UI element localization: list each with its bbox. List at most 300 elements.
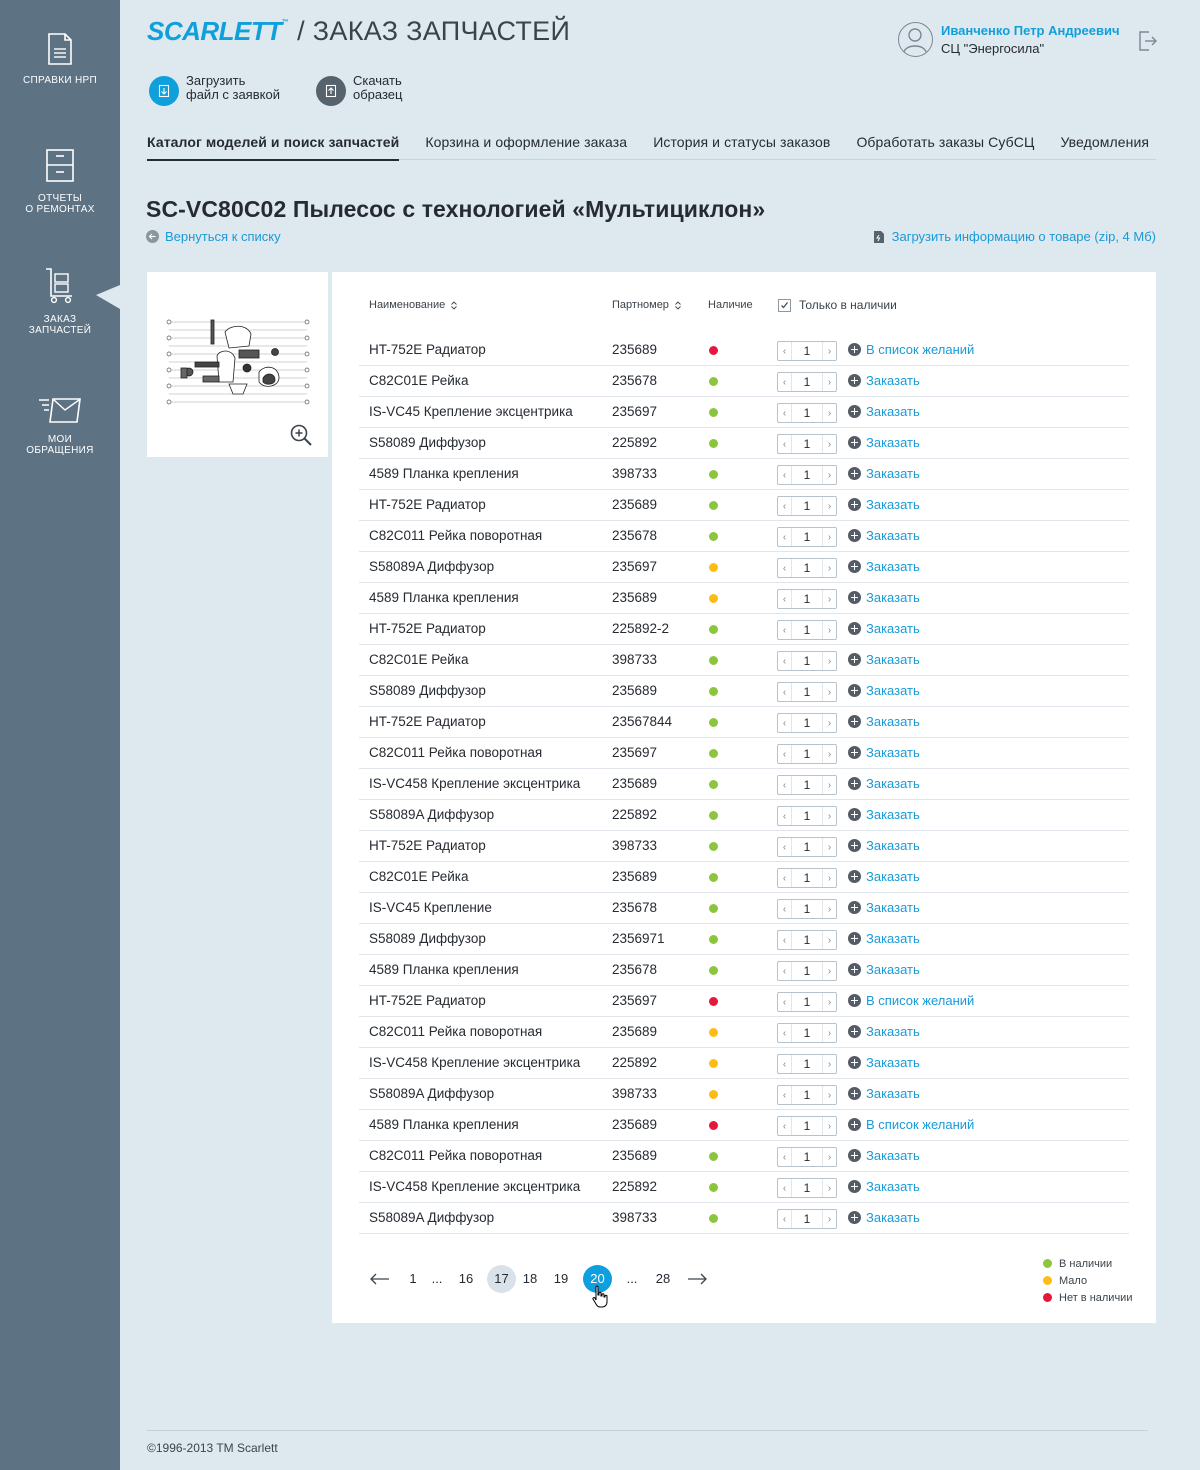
quantity-value[interactable]: 1	[791, 559, 823, 577]
page-button[interactable]: 20	[583, 1265, 612, 1293]
table-row	[359, 769, 1129, 800]
copyright: ©1996-2013 TM Scarlett	[147, 1441, 278, 1455]
part-number: 235689	[612, 1117, 658, 1132]
quantity-value[interactable]: 1	[791, 776, 823, 794]
parts-table-body	[359, 335, 1129, 1234]
plus-circle-icon	[848, 839, 861, 852]
increment-button[interactable]: ›	[827, 655, 832, 667]
decrement-button[interactable]: ‹	[782, 965, 787, 977]
quantity-value[interactable]: 1	[791, 869, 823, 887]
decrement-button[interactable]: ‹	[782, 1213, 787, 1225]
decrement-button[interactable]: ‹	[782, 407, 787, 419]
plus-circle-icon	[848, 1149, 861, 1162]
order-button[interactable]	[848, 714, 920, 729]
row-action-label: В список желаний	[866, 342, 975, 357]
order-button[interactable]	[848, 497, 920, 512]
quantity-value[interactable]: 1	[791, 497, 823, 515]
increment-button[interactable]: ›	[827, 500, 832, 512]
plus-circle-icon	[848, 405, 861, 418]
increment-button[interactable]: ›	[827, 1182, 832, 1194]
stock-status-dot	[709, 780, 718, 789]
add-to-wishlist-button[interactable]	[848, 993, 974, 1008]
logout-button[interactable]	[1138, 30, 1158, 57]
increment-button[interactable]: ›	[827, 810, 832, 822]
part-name: S58089 Диффузор	[369, 683, 486, 698]
footer-divider	[147, 1430, 1148, 1431]
decrement-button[interactable]: ‹	[782, 717, 787, 729]
row-action-label: Заказать	[866, 838, 920, 853]
order-button[interactable]	[848, 590, 920, 605]
order-button[interactable]	[848, 838, 920, 853]
quantity-stepper[interactable]	[777, 372, 837, 392]
download-sample-label: Скачать образец	[352, 73, 403, 102]
plus-circle-icon	[848, 467, 861, 480]
mouse-cursor-icon	[591, 1285, 609, 1309]
quantity-stepper[interactable]	[777, 682, 837, 702]
quantity-stepper[interactable]	[777, 403, 837, 423]
quantity-stepper[interactable]	[777, 961, 837, 981]
decrement-button[interactable]: ‹	[782, 872, 787, 884]
quantity-stepper[interactable]	[777, 744, 837, 764]
plus-circle-icon	[848, 1180, 861, 1193]
part-name: 4589 Планка крепления	[369, 590, 519, 605]
order-button[interactable]	[848, 900, 920, 915]
stock-status-dot	[709, 1214, 718, 1223]
quantity-stepper[interactable]	[777, 806, 837, 826]
decrement-button[interactable]: ‹	[782, 531, 787, 543]
part-name: HT-752E Радиатор	[369, 993, 486, 1008]
download-info-label: Загрузить информацию о товаре (zip, 4 Мб)	[891, 229, 1156, 244]
checkmark-icon	[779, 300, 790, 311]
main-tabs	[147, 131, 1156, 160]
tab-notifications[interactable]: Уведомления	[1060, 134, 1150, 150]
order-button[interactable]	[848, 435, 920, 450]
product-diagram-card[interactable]	[147, 272, 328, 457]
logout-icon	[1138, 30, 1158, 52]
upload-request-button[interactable]	[149, 74, 280, 106]
quantity-value[interactable]: 1	[791, 652, 823, 670]
stock-status-dot	[709, 966, 718, 975]
decrement-button[interactable]: ‹	[782, 1089, 787, 1101]
quantity-stepper[interactable]	[777, 1209, 837, 1229]
increment-button[interactable]: ›	[827, 686, 832, 698]
order-button[interactable]	[848, 776, 920, 791]
order-button[interactable]	[848, 373, 920, 388]
tab-history[interactable]: История и статусы заказов	[653, 134, 831, 150]
plus-circle-icon	[848, 901, 861, 914]
increment-button[interactable]: ›	[827, 903, 832, 915]
table-row	[359, 459, 1129, 490]
decrement-button[interactable]: ‹	[782, 500, 787, 512]
upload-icon	[149, 76, 179, 106]
increment-button[interactable]: ›	[827, 531, 832, 543]
increment-button[interactable]: ›	[827, 624, 832, 636]
quantity-value[interactable]: 1	[791, 342, 823, 360]
stock-status-dot	[709, 625, 718, 634]
part-name: S58089A Диффузор	[369, 559, 495, 574]
stock-status-dot	[709, 501, 718, 510]
download-sample-button[interactable]	[316, 74, 402, 106]
increment-button[interactable]: ›	[827, 965, 832, 977]
increment-button[interactable]: ›	[827, 841, 832, 853]
decrement-button[interactable]: ‹	[782, 1151, 787, 1163]
add-to-wishlist-button[interactable]	[848, 342, 974, 357]
legend-item	[1043, 1255, 1132, 1272]
part-name: HT-752E Радиатор	[369, 838, 486, 853]
decrement-button[interactable]: ‹	[782, 345, 787, 357]
plus-circle-icon	[848, 374, 861, 387]
increment-button[interactable]: ›	[827, 717, 832, 729]
user-name[interactable]: Иванченко Петр Андреевич	[941, 23, 1120, 38]
order-button[interactable]	[848, 1210, 920, 1225]
order-button[interactable]	[848, 807, 920, 822]
part-name: S58089A Диффузор	[369, 1086, 495, 1101]
legend-dot	[1043, 1293, 1052, 1302]
row-action-label: Заказать	[866, 1148, 920, 1163]
increment-button[interactable]: ›	[827, 345, 832, 357]
stock-status-dot	[709, 439, 718, 448]
decrement-button[interactable]: ‹	[782, 1182, 787, 1194]
quantity-value[interactable]: 1	[791, 1210, 823, 1228]
stock-status-dot	[709, 1059, 718, 1068]
part-name: S58089 Диффузор	[369, 931, 486, 946]
order-button[interactable]	[848, 683, 920, 698]
decrement-button[interactable]: ‹	[782, 903, 787, 915]
increment-button[interactable]: ›	[827, 1058, 832, 1070]
plus-circle-icon	[848, 994, 861, 1007]
quantity-stepper[interactable]	[777, 558, 837, 578]
parts-table-card	[332, 272, 1156, 1323]
order-button[interactable]	[848, 1055, 920, 1070]
table-row	[359, 1172, 1129, 1203]
table-row	[359, 645, 1129, 676]
part-name: HT-752E Радиатор	[369, 342, 486, 357]
page-button[interactable]: 28	[655, 1271, 671, 1286]
table-row	[359, 676, 1129, 707]
only-in-stock-filter[interactable]	[778, 298, 897, 312]
back-to-list-link[interactable]	[146, 229, 281, 244]
page-button[interactable]: 1	[409, 1271, 417, 1286]
tab-subsc-orders[interactable]: Обработать заказы СубСЦ	[856, 134, 1035, 150]
quantity-stepper[interactable]	[777, 775, 837, 795]
part-number: 235697	[612, 745, 658, 760]
quantity-stepper[interactable]	[777, 1147, 837, 1167]
plus-circle-icon	[848, 1056, 861, 1069]
quantity-value[interactable]: 1	[791, 1055, 823, 1073]
tab-catalog[interactable]: Каталог моделей и поиск запчастей	[147, 131, 399, 161]
sidebar-item-my-requests[interactable]	[0, 396, 120, 456]
zoom-in-button[interactable]	[289, 423, 313, 452]
sidebar-item-repair-reports[interactable]	[0, 149, 120, 215]
quantity-value[interactable]: 1	[791, 373, 823, 391]
decrement-button[interactable]: ‹	[782, 593, 787, 605]
sidebar-item-nrp-reports[interactable]	[0, 33, 120, 86]
prev-page-button[interactable]	[369, 1265, 391, 1293]
order-button[interactable]	[848, 404, 920, 419]
plus-circle-icon	[848, 1211, 861, 1224]
decrement-button[interactable]: ‹	[782, 469, 787, 481]
logo-tm: ™	[281, 19, 289, 26]
increment-button[interactable]: ›	[827, 562, 832, 574]
part-number: 235678	[612, 900, 658, 915]
stock-status-dot	[709, 749, 718, 758]
page-button[interactable]: 17	[487, 1265, 516, 1293]
quantity-value[interactable]: 1	[791, 1024, 823, 1042]
part-name: C82C011 Рейка поворотная	[369, 528, 543, 543]
increment-button[interactable]: ›	[827, 1089, 832, 1101]
table-row	[359, 924, 1129, 955]
legend-dot	[1043, 1259, 1052, 1268]
quantity-stepper[interactable]	[777, 1116, 837, 1136]
back-arrow-icon	[146, 230, 159, 243]
increment-button[interactable]: ›	[827, 1213, 832, 1225]
increment-button[interactable]: ›	[827, 1120, 832, 1132]
row-action-label: Заказать	[866, 1210, 920, 1225]
increment-button[interactable]: ›	[827, 593, 832, 605]
brand	[147, 16, 570, 47]
quantity-stepper[interactable]	[777, 651, 837, 671]
plus-circle-icon	[848, 653, 861, 666]
quantity-stepper[interactable]	[777, 1023, 837, 1043]
quantity-stepper[interactable]	[777, 837, 837, 857]
quantity-value[interactable]: 1	[791, 621, 823, 639]
decrement-button[interactable]: ‹	[782, 748, 787, 760]
stock-status-dot	[709, 904, 718, 913]
quantity-value[interactable]: 1	[791, 962, 823, 980]
download-sample-icon	[316, 76, 346, 106]
quantity-stepper[interactable]	[777, 465, 837, 485]
logo-text: SCARLETT	[147, 16, 282, 46]
legend-item	[1043, 1272, 1132, 1289]
quantity-stepper[interactable]	[777, 620, 837, 640]
table-row	[359, 521, 1129, 552]
stock-status-dot	[709, 1152, 718, 1161]
plus-circle-icon	[848, 529, 861, 542]
quantity-value[interactable]: 1	[791, 838, 823, 856]
order-button[interactable]	[848, 466, 920, 481]
part-name: 4589 Планка крепления	[369, 962, 519, 977]
decrement-button[interactable]: ‹	[782, 996, 787, 1008]
quantity-value[interactable]: 1	[791, 466, 823, 484]
table-row	[359, 490, 1129, 521]
stock-status-dot	[709, 1121, 718, 1130]
decrement-button[interactable]: ‹	[782, 810, 787, 822]
part-number: 235678	[612, 962, 658, 977]
quantity-value[interactable]: 1	[791, 404, 823, 422]
quantity-value[interactable]: 1	[791, 435, 823, 453]
part-name: HT-752E Радиатор	[369, 621, 486, 636]
sidebar-item-parts-order[interactable]	[0, 268, 120, 336]
quantity-stepper[interactable]	[777, 992, 837, 1012]
quantity-stepper[interactable]	[777, 589, 837, 609]
next-page-button[interactable]	[686, 1265, 708, 1293]
increment-button[interactable]: ›	[827, 872, 832, 884]
part-number: 235689	[612, 497, 658, 512]
plus-circle-icon	[848, 498, 861, 511]
increment-button[interactable]: ›	[827, 996, 832, 1008]
increment-button[interactable]: ›	[827, 407, 832, 419]
increment-button[interactable]: ›	[827, 779, 832, 791]
part-number: 235697	[612, 404, 658, 419]
increment-button[interactable]: ›	[827, 934, 832, 946]
quantity-value[interactable]: 1	[791, 1148, 823, 1166]
order-button[interactable]	[848, 931, 920, 946]
order-button[interactable]	[848, 621, 920, 636]
order-button[interactable]	[848, 962, 920, 977]
row-action-label: Заказать	[866, 1024, 920, 1039]
part-number: 235689	[612, 1024, 658, 1039]
row-action-label: В список желаний	[866, 993, 975, 1008]
increment-button[interactable]: ›	[827, 376, 832, 388]
table-row	[359, 1017, 1129, 1048]
order-button[interactable]	[848, 745, 920, 760]
quantity-value[interactable]: 1	[791, 590, 823, 608]
order-button[interactable]	[848, 1148, 920, 1163]
stock-status-dot	[709, 377, 718, 386]
stock-status-dot	[709, 656, 718, 665]
part-number: 235678	[612, 528, 658, 543]
row-action-label: Заказать	[866, 652, 920, 667]
decrement-button[interactable]: ‹	[782, 562, 787, 574]
page-button[interactable]: 18	[522, 1271, 538, 1286]
increment-button[interactable]: ›	[827, 438, 832, 450]
order-button[interactable]	[848, 1024, 920, 1039]
decrement-button[interactable]: ‹	[782, 438, 787, 450]
row-action-label: Заказать	[866, 373, 920, 388]
row-action-label: Заказать	[866, 497, 920, 512]
quantity-stepper[interactable]	[777, 1085, 837, 1105]
page-button[interactable]: 16	[458, 1271, 474, 1286]
part-name: S58089A Диффузор	[369, 807, 495, 822]
stock-legend	[1043, 1255, 1132, 1306]
order-button[interactable]	[848, 559, 920, 574]
row-action-label: Заказать	[866, 931, 920, 946]
table-row	[359, 986, 1129, 1017]
download-product-info-link[interactable]	[873, 229, 1156, 244]
row-action-label: Заказать	[866, 590, 920, 605]
back-link-label: Вернуться к списку	[165, 229, 281, 244]
row-action-label: Заказать	[866, 528, 920, 543]
scarlett-logo[interactable]	[147, 16, 288, 47]
quantity-value[interactable]: 1	[791, 683, 823, 701]
table-row	[359, 1141, 1129, 1172]
row-action-label: Заказать	[866, 1055, 920, 1070]
part-name: C82C01E Рейка	[369, 869, 469, 884]
row-action-label: Заказать	[866, 683, 920, 698]
decrement-button[interactable]: ‹	[782, 1120, 787, 1132]
column-header-part-label: Партномер	[612, 299, 669, 311]
decrement-button[interactable]: ‹	[782, 624, 787, 636]
stock-status-dot	[709, 718, 718, 727]
stock-status-dot	[709, 594, 718, 603]
sidebar-item-label: ЗАКАЗ ЗАПЧАСТЕЙ	[28, 314, 92, 336]
add-to-wishlist-button[interactable]	[848, 1117, 974, 1132]
quantity-value[interactable]: 1	[791, 1179, 823, 1197]
part-number: 235689	[612, 342, 658, 357]
only-in-stock-checkbox[interactable]	[778, 299, 791, 312]
stock-status-dot	[709, 563, 718, 572]
decrement-button[interactable]: ‹	[782, 934, 787, 946]
part-number: 225892	[612, 1055, 658, 1070]
part-name: HT-752E Радиатор	[369, 497, 486, 512]
table-row	[359, 955, 1129, 986]
increment-button[interactable]: ›	[827, 1151, 832, 1163]
increment-button[interactable]: ›	[827, 1027, 832, 1039]
decrement-button[interactable]: ‹	[782, 779, 787, 791]
part-name: S58089A Диффузор	[369, 1210, 495, 1225]
quantity-value[interactable]: 1	[791, 528, 823, 546]
increment-button[interactable]: ›	[827, 469, 832, 481]
pagination-ellipsis: ...	[431, 1271, 443, 1286]
table-row	[359, 1048, 1129, 1079]
table-row	[359, 552, 1129, 583]
quantity-value[interactable]: 1	[791, 807, 823, 825]
quantity-stepper[interactable]	[777, 341, 837, 361]
quantity-stepper[interactable]	[777, 899, 837, 919]
quantity-stepper[interactable]	[777, 496, 837, 516]
quantity-stepper[interactable]	[777, 930, 837, 950]
quantity-value[interactable]: 1	[791, 1117, 823, 1135]
decrement-button[interactable]: ‹	[782, 841, 787, 853]
order-button[interactable]	[848, 652, 920, 667]
quantity-value[interactable]: 1	[791, 993, 823, 1011]
column-header-part[interactable]	[612, 299, 681, 311]
sidebar-item-label: МОИ ОБРАЩЕНИЯ	[26, 434, 94, 456]
increment-button[interactable]: ›	[827, 748, 832, 760]
decrement-button[interactable]: ‹	[782, 376, 787, 388]
legend-item	[1043, 1289, 1132, 1306]
stock-status-dot	[709, 873, 718, 882]
order-button[interactable]	[848, 528, 920, 543]
page-button[interactable]: 19	[553, 1271, 569, 1286]
stock-status-dot	[709, 687, 718, 696]
table-row	[359, 1079, 1129, 1110]
plus-circle-icon	[848, 932, 861, 945]
plus-circle-icon	[848, 343, 861, 356]
quantity-stepper[interactable]	[777, 1178, 837, 1198]
user-profile[interactable]	[898, 22, 1120, 57]
upload-request-label: Загрузить файл с заявкой	[186, 73, 280, 102]
decrement-button[interactable]: ‹	[782, 655, 787, 667]
quantity-stepper[interactable]	[777, 527, 837, 547]
quantity-stepper[interactable]	[777, 434, 837, 454]
part-name: 4589 Планка крепления	[369, 466, 519, 481]
quantity-value[interactable]: 1	[791, 745, 823, 763]
decrement-button[interactable]: ‹	[782, 686, 787, 698]
order-button[interactable]	[848, 1086, 920, 1101]
quantity-value[interactable]: 1	[791, 931, 823, 949]
quantity-stepper[interactable]	[777, 713, 837, 733]
part-number: 23567844	[612, 714, 673, 729]
tab-cart[interactable]: Корзина и оформление заказа	[425, 134, 628, 150]
order-button[interactable]	[848, 1179, 920, 1194]
quantity-stepper[interactable]	[777, 868, 837, 888]
plus-circle-icon	[848, 777, 861, 790]
decrement-button[interactable]: ‹	[782, 1027, 787, 1039]
quantity-value[interactable]: 1	[791, 1086, 823, 1104]
part-number: 235689	[612, 1148, 658, 1163]
column-header-name[interactable]	[369, 299, 457, 311]
decrement-button[interactable]: ‹	[782, 1058, 787, 1070]
order-button[interactable]	[848, 869, 920, 884]
quantity-stepper[interactable]	[777, 1054, 837, 1074]
plus-circle-icon	[848, 436, 861, 449]
row-action-label: В список желаний	[866, 1117, 975, 1132]
quantity-value[interactable]: 1	[791, 900, 823, 918]
stock-status-dot	[709, 1183, 718, 1192]
stock-status-dot	[709, 346, 718, 355]
quantity-value[interactable]: 1	[791, 714, 823, 732]
